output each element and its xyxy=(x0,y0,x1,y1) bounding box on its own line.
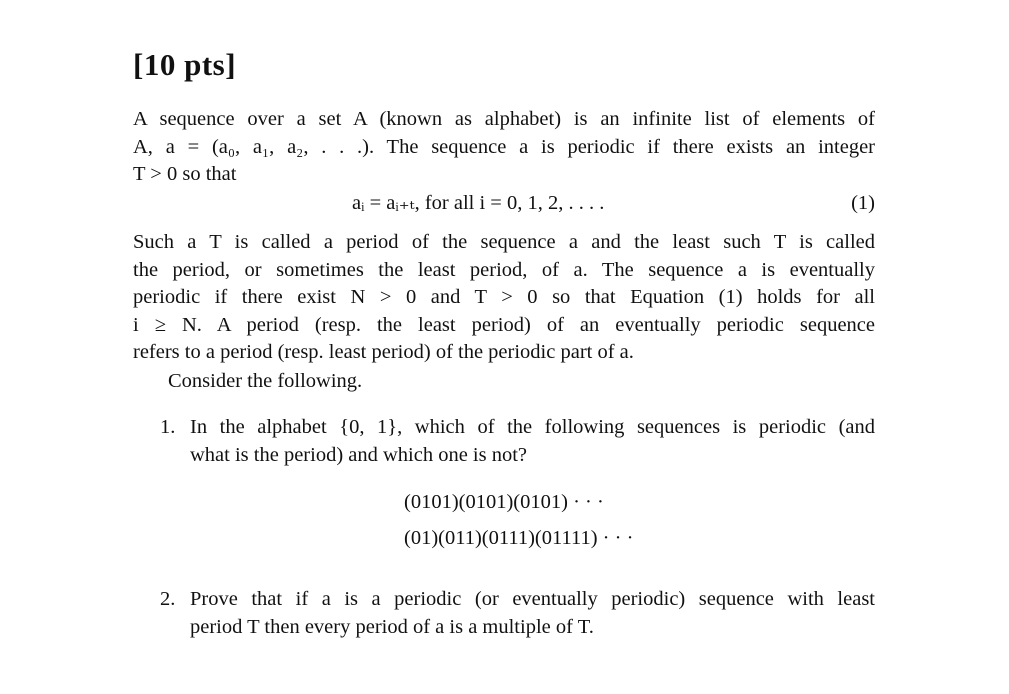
equation-number: (1) xyxy=(851,192,875,214)
intro-line: T > 0 so that xyxy=(133,163,237,186)
sequence-periodic: (0101)(0101)(0101) · · · xyxy=(404,491,604,513)
intro-line: A sequence over a set A (known as alphabet) is an infinite list of elements of xyxy=(133,108,875,130)
definition-line: i ≥ N. A period (resp. the least period) of an eventually periodic sequence xyxy=(133,313,875,336)
item-marker: 1. xyxy=(160,416,176,438)
item-marker: 2. xyxy=(160,588,176,610)
intro-line: A, a = (a₀, a₁, a₂, . . .). The sequence a is periodic if there exists an integer xyxy=(133,135,875,158)
equation-1 xyxy=(133,189,875,217)
item-text xyxy=(190,413,875,469)
item-text xyxy=(190,585,875,641)
item-line: what is the period) and which one is not? xyxy=(190,444,528,466)
sequence-nonperiodic: (01)(011)(0111)(01111) · · · xyxy=(404,527,634,549)
intro-paragraph xyxy=(133,106,875,189)
equation-body: aᵢ = aᵢ₊ₜ, for all i = 0, 1, 2, . . . . xyxy=(352,192,605,214)
points-heading: [10 pts] xyxy=(133,47,237,82)
definition-paragraph xyxy=(133,229,875,367)
definition-line: the period, or sometimes the least period, of a. The sequence a is eventually xyxy=(133,258,875,281)
definition-line: periodic if there exist N > 0 and T > 0 so that Equation (1) holds for all xyxy=(133,286,875,309)
definition-line: Such a T is called a period of the sequence a and the least such T is called xyxy=(133,231,875,253)
definition-line: refers to a period (resp. least period) of the periodic part of a. xyxy=(133,341,634,364)
item-line: In the alphabet {0, 1}, which of the following sequences is periodic (and xyxy=(190,416,875,438)
consider-line: Consider the following. xyxy=(168,370,363,392)
item-line: period T then every period of a is a multiple of T. xyxy=(190,616,594,638)
item-line: Prove that if a is a periodic (or eventually periodic) sequence with least xyxy=(190,588,875,610)
